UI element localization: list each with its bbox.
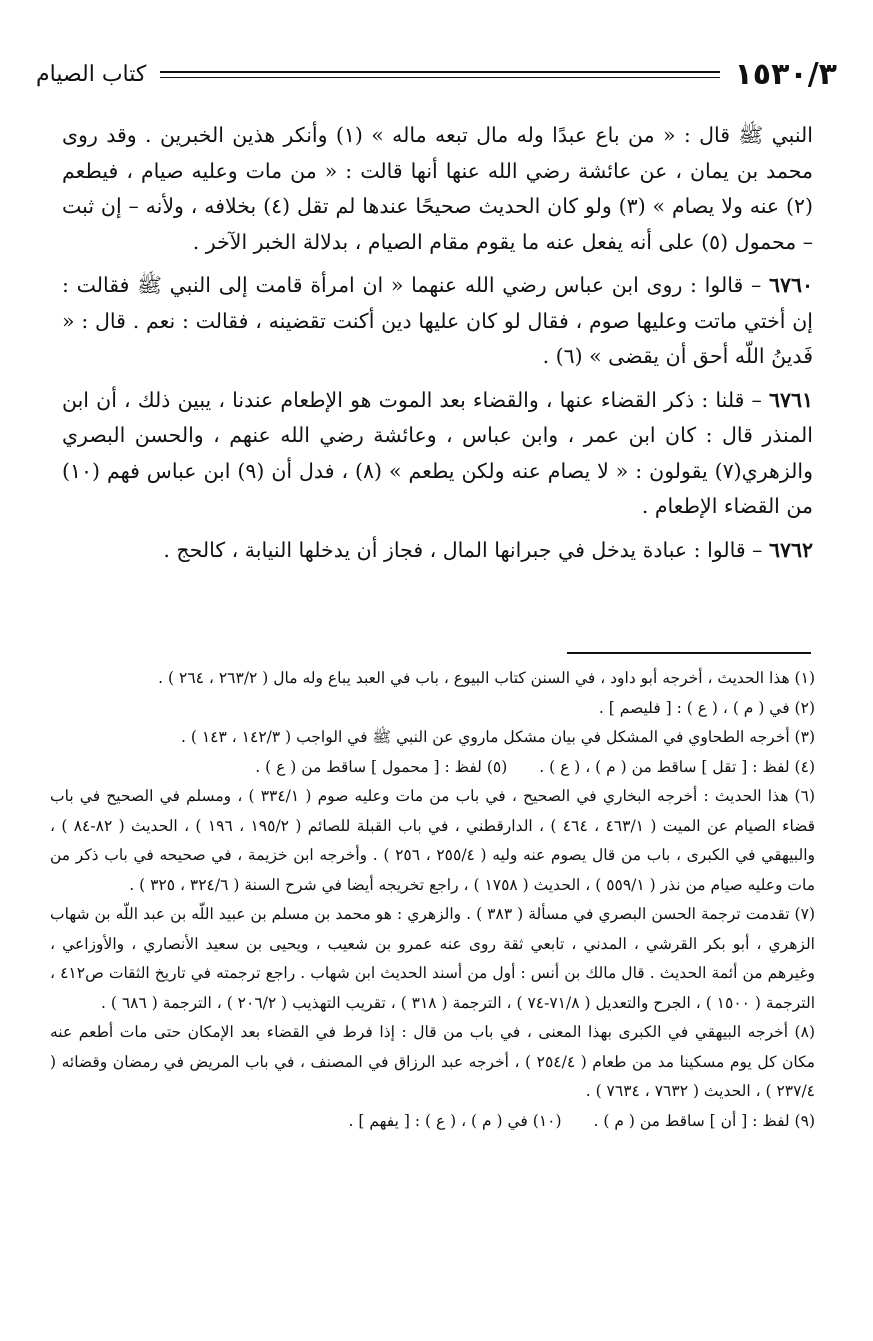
footnote-5: (٥) لفظ : [ محمول ] ساقط من ( ع ) . bbox=[255, 757, 508, 776]
paragraph-text: – قالوا : روى ابن عباس رضي الله عنهما « ان امرأة قامت إلى النبي ﷺ فقالت : إن أختي ماتت وعليها صوم ، فقال لو كان عليها دين أكنت تقضينه ، فقالت : نعم . قال : « فَدينُ اللّه أحق أن يقضى » (٦) . bbox=[62, 273, 813, 368]
issue-number: ٦٧٦٢ bbox=[768, 537, 813, 562]
header-rule-thick bbox=[160, 71, 720, 73]
header-rule-thin bbox=[160, 77, 720, 78]
paragraph-text: – قالوا : عبادة يدخل في جبرانها المال ، فجاز أن يدخلها النيابة ، كالحج . bbox=[163, 537, 763, 562]
header-rule bbox=[160, 71, 720, 78]
footnote-9: (٩) لفظ : [ أن ] ساقط من ( م ) . bbox=[593, 1111, 815, 1130]
page-number: ١٥٣٠/٣ bbox=[734, 56, 837, 92]
footnote-8: (٨) أخرجه البيهقي في الكبرى بهذا المعنى ، في باب من قال : إذا فرط في القضاء بعد الإمكان حتى مات أطعم عنه مكان كل يوم مسكينا مد من طعام ( ٢٥٤/٤ ) ، أخرجه عبد الرزاق في المصنف ، في باب المريض في رمضان وقضائه ( ٢٣٧/٤ ) ، الحديث ( ٧٦٣٢ ، ٧٦٣٤ ) . bbox=[50, 1023, 815, 1100]
footnote-2: (٢) في ( م ) ، ( ع ) : [ فليصم ] . bbox=[598, 698, 815, 717]
paragraph-6761 bbox=[62, 383, 813, 525]
footnote-separator bbox=[567, 652, 811, 654]
footnote-7: (٧) تقدمت ترجمة الحسن البصري في مسألة ( ٣٨٣ ) . والزهري : هو محمد بن مسلم بن عبيد اللّه بن عبد اللّه بن شهاب الزهري ، أبو بكر القرشي ، المدني ، تابعي ثقة روى عنه عمرو بن شعيب ، ويحيى بن سعيد الأنصاري ، والأوزاعي ، وغيرهم من أئمة الحديث . قال مالك بن أنس : أول من أسند الحديث ابن شهاب . راجع ترجمته في تاريخ الثقات ص٤١٢ ، الترجمة ( ١٥٠٠ ) ، الجرح والتعديل ( ٧١/٨-٧٤ ) ، الترجمة ( ٣١٨ ) ، تقريب التهذيب ( ٢٠٦/٢ ) ، الترجمة ( ٦٨٦ ) . bbox=[50, 905, 815, 1012]
footnote-3: (٣) أخرجه الطحاوي في المشكل في بيان مشكل ماروي عن النبي ﷺ في الواجب ( ١٤٢/٣ ، ١٤٣ ) . bbox=[181, 728, 815, 746]
issue-number: ٦٧٦١ bbox=[768, 387, 813, 412]
footnotes bbox=[50, 664, 815, 1136]
book-title: كتاب الصيام bbox=[36, 61, 147, 87]
paragraph-text: النبي ﷺ قال : « من باع عبدًا وله مال تبعه ماله » (١) وأنكر هذين الخبرين . وقد روى محمد بن يمان ، عن عائشة رضي الله عنها أنها قالت : « من مات وعليه صيام ، فيطعم (٢) عنه ولا يصام » (٣) ولو كان الحديث صحيحًا عندها لم تقل (٤) بخلافه ، ولأنه – إن ثبت – محمول (٥) على أنه يفعل عنه ما يقوم مقام الصيام ، بدلالة الخبر الآخر . bbox=[62, 123, 814, 254]
footnote-row-9-10 bbox=[50, 1107, 815, 1137]
footnote-1: (١) هذا الحديث ، أخرجه أبو داود ، في السنن كتاب البيوع ، باب في العبد يباع وله مال ( ٢٦٣/٢ ، ٢٦٤ ) . bbox=[158, 669, 815, 687]
paragraph-continuation bbox=[62, 118, 813, 260]
footnote-4: (٤) لفظ : [ تقل ] ساقط من ( م ) ، ( ع ) . bbox=[539, 757, 815, 776]
paragraph-6762 bbox=[62, 533, 813, 569]
main-text bbox=[62, 118, 813, 576]
paragraph-6760 bbox=[62, 268, 813, 375]
page-header bbox=[36, 52, 837, 96]
footnote-6: (٦) هذا الحديث : أخرجه البخاري في الصحيح ، في باب من مات وعليه صوم ( ٣٣٤/١ ) ، ومسلم في الصحيح في باب قضاء الصيام عن الميت ( ٤٦٣/١ ، ٤٦٤ ) ، الدارقطني ، في باب القبلة للصائم ( ١٩٥/٢ ، ١٩٦ ) ، الحديث ( ٨٢-٨٤ ) ، والبيهقي في الكبرى ، باب من قال يصوم عنه وليه ( ٢٥٥/٤ ، ٢٥٦ ) . وأخرجه ابن خزيمة ، في صحيحه في باب ذكر من مات وعليه صيام من نذر ( ٥٥٩/١ ) ، الحديث ( ١٧٥٨ ) ، راجع تخريجه أيضا في شرح السنة ( ٣٢٤/٦ ، ٣٢٥ ) . bbox=[50, 787, 816, 894]
paragraph-text: – قلنا : ذكر القضاء عنها ، والقضاء بعد الموت هو الإطعام عندنا ، يبين ذلك ، أن ابن المنذر قال : كان ابن عمر ، وابن عباس ، وعائشة رضي الله عنهم ، والحسن البصري والزهري(٧) يقولون : « لا يصام عنه ولكن يطعم » (٨) ، فدل أن (٩) ابن عباس فهم (١٠) من القضاء الإطعام . bbox=[62, 387, 813, 518]
issue-number: ٦٧٦٠ bbox=[768, 273, 813, 297]
footnote-row-4-5 bbox=[50, 753, 815, 783]
footnote-10: (١٠) في ( م ) ، ( ع ) : [ يفهم ] . bbox=[348, 1111, 562, 1130]
